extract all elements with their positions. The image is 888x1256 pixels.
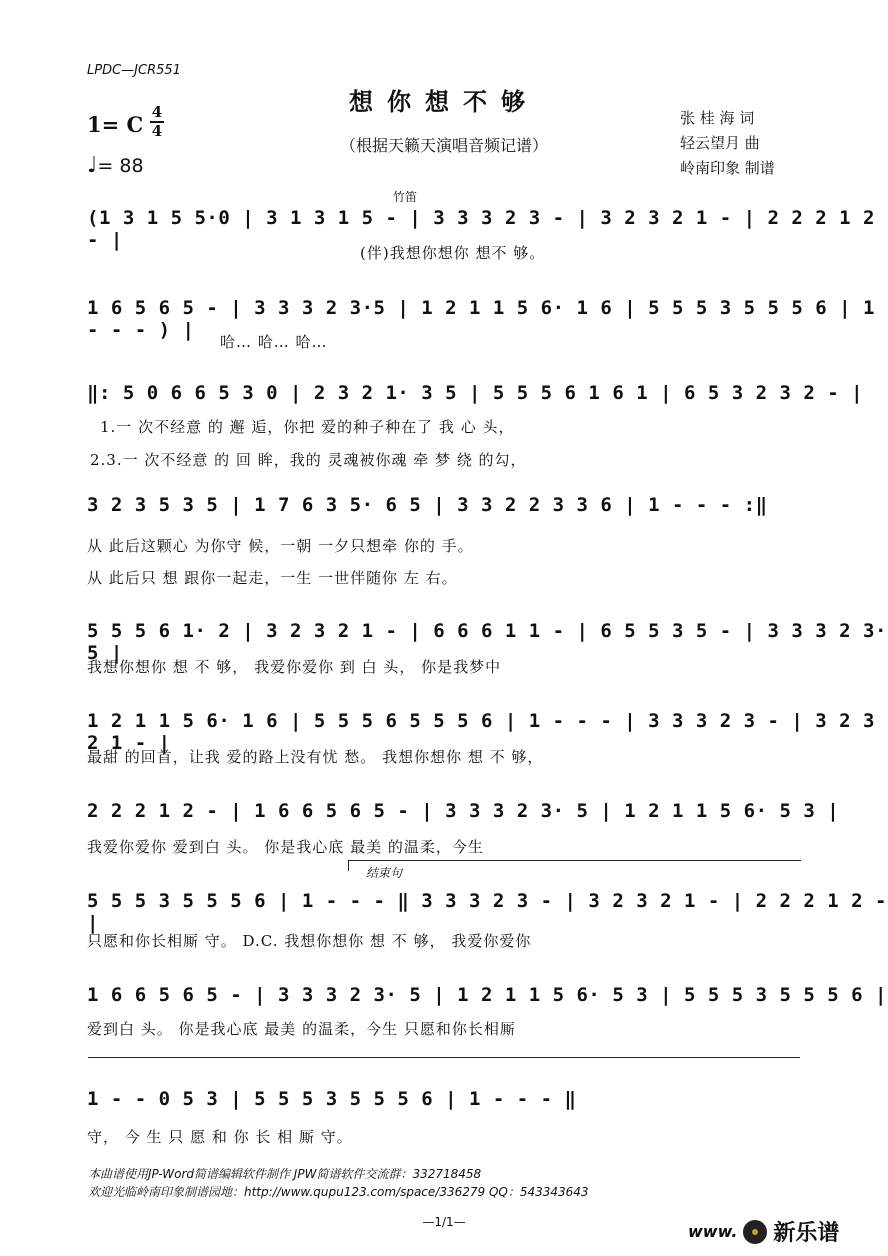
bamboo-flute-annotation: 竹笛 <box>393 190 418 204</box>
brand-name: 新乐谱 <box>773 1221 840 1246</box>
lyric-line-10: 守， 今 生 只 愿 和 你 长 相 厮 守。 <box>87 1128 353 1146</box>
site-logo <box>688 1216 839 1247</box>
arranger-credit: 岭南印象 制谱 <box>680 159 775 177</box>
lyric-line-9: 爱到白 头。 你是我心底 最美 的温柔，今生 只愿和你长相厮 <box>87 1020 516 1038</box>
lyric-line-8: 只愿和你长相厮 守。 D.C. 我想你想你 想 不 够， 我爱你爱你 <box>87 932 532 950</box>
record-disc-icon <box>743 1220 767 1244</box>
footer-software-note: 本曲谱使用JP-Word简谱编辑软件制作 JPW简谱软件交流群：332718458 <box>88 1167 482 1181</box>
lyric-line-4b: 从 此后只 想 跟你一起走，一生 一世伴随你 左 右。 <box>87 569 458 587</box>
lyric-line-2: 哈… 哈… 哈… <box>220 333 328 351</box>
music-line-8: 5 5 5 3 5 5 5 6 | 1 - - - ‖ 3 3 3 2 3 - | 3 2 3 2 1 - | 2 2 2 1 2 - | <box>87 890 887 934</box>
song-subtitle: （根据天籁天演唱音频记谱） <box>339 136 548 155</box>
site-url: www. <box>688 1222 738 1241</box>
lyricist-credit: 张 桂 海 词 <box>680 109 755 127</box>
music-line-5: 5 5 5 6 1· 2 | 3 2 3 2 1 - | 6 6 6 1 1 - | 6 5 5 3 5 - | 3 3 3 2 3· 5 | <box>87 620 887 664</box>
time-signature <box>148 104 166 140</box>
song-title: 想你想不够 <box>349 87 539 116</box>
music-line-1: (1 3 1 5 5·0 | 3 1 3 1 5 - | 3 3 3 2 3 - | 3 2 3 2 1 - | 2 2 2 1 2 - | <box>87 207 875 251</box>
lyric-line-1: (伴)我想你想你 想不 够。 <box>360 244 546 262</box>
music-line-3: ‖: 5 0 6 6 5 3 0 | 2 3 2 1· 3 5 | 5 5 5 6 1 6 1 | 6 5 3 2 3 2 - | <box>87 382 864 404</box>
music-line-6: 1 2 1 1 5 6· 1 6 | 5 5 5 6 5 5 5 6 | 1 - - - | 3 3 3 2 3 - | 3 2 3 2 1 - | <box>87 710 875 754</box>
lyric-line-4a: 从 此后这颗心 为你守 候，一朝 一夕只想牵 你的 手。 <box>87 537 474 555</box>
coda-bracket <box>88 1057 800 1058</box>
tempo-value: = 88 <box>97 155 144 177</box>
lyric-line-3a: 1.一 次不经意 的 邂 逅，你把 爱的种子种在了 我 心 头， <box>100 418 515 436</box>
key-signature: 1= C <box>87 112 144 137</box>
time-signature-top: 4 <box>151 103 163 121</box>
page-number: —1/1— <box>422 1215 466 1229</box>
music-line-4: 3 2 3 5 3 5 | 1 7 6 3 5· 6 5 | 3 3 2 2 3 3 6 | 1 - - - :‖ <box>87 494 768 516</box>
lyric-line-5: 我想你想你 想 不 够， 我爱你爱你 到 白 头， 你是我梦中 <box>87 658 502 676</box>
lyric-line-3b: 2.3.一 次不经意 的 回 眸，我的 灵魂被你魂 牵 梦 绕 的勾， <box>90 451 527 469</box>
music-line-10: 1 - - 0 5 3 | 5 5 5 3 5 5 5 6 | 1 - - - ‖ <box>87 1088 577 1110</box>
quarter-note-icon: ♩ <box>87 153 98 178</box>
time-signature-bottom: 4 <box>151 122 163 140</box>
composer-credit: 轻云望月 曲 <box>680 134 760 152</box>
music-line-7: 2 2 2 1 2 - | 1 6 6 5 6 5 - | 3 3 3 2 3· 5 | 1 2 1 1 5 6· 5 3 | <box>87 800 840 822</box>
music-line-2: 1 6 5 6 5 - | 3 3 3 2 3·5 | 1 2 1 1 5 6· 1 6 | 5 5 5 3 5 5 5 6 | 1 - - - ) | <box>87 297 875 341</box>
tempo-marking <box>87 153 144 178</box>
score-code: LPDC—JCR551 <box>87 63 181 78</box>
music-line-9: 1 6 6 5 6 5 - | 3 3 3 2 3· 5 | 1 2 1 1 5 6· 5 3 | 5 5 5 3 5 5 5 6 | <box>87 984 887 1006</box>
footer-site-note: 欢迎光临岭南印象制谱园地：http://www.qupu123.com/space/336279 QQ：543343643 <box>88 1185 589 1199</box>
ending-phrase-annotation: 结束句 <box>366 866 403 880</box>
lyric-line-6: 最甜 的回首，让我 爱的路上没有忧 愁。 我想你想你 想 不 够， <box>87 748 544 766</box>
ending-bracket <box>348 860 801 871</box>
lyric-line-7: 我爱你爱你 爱到白 头。 你是我心底 最美 的温柔，今生 <box>87 838 484 856</box>
